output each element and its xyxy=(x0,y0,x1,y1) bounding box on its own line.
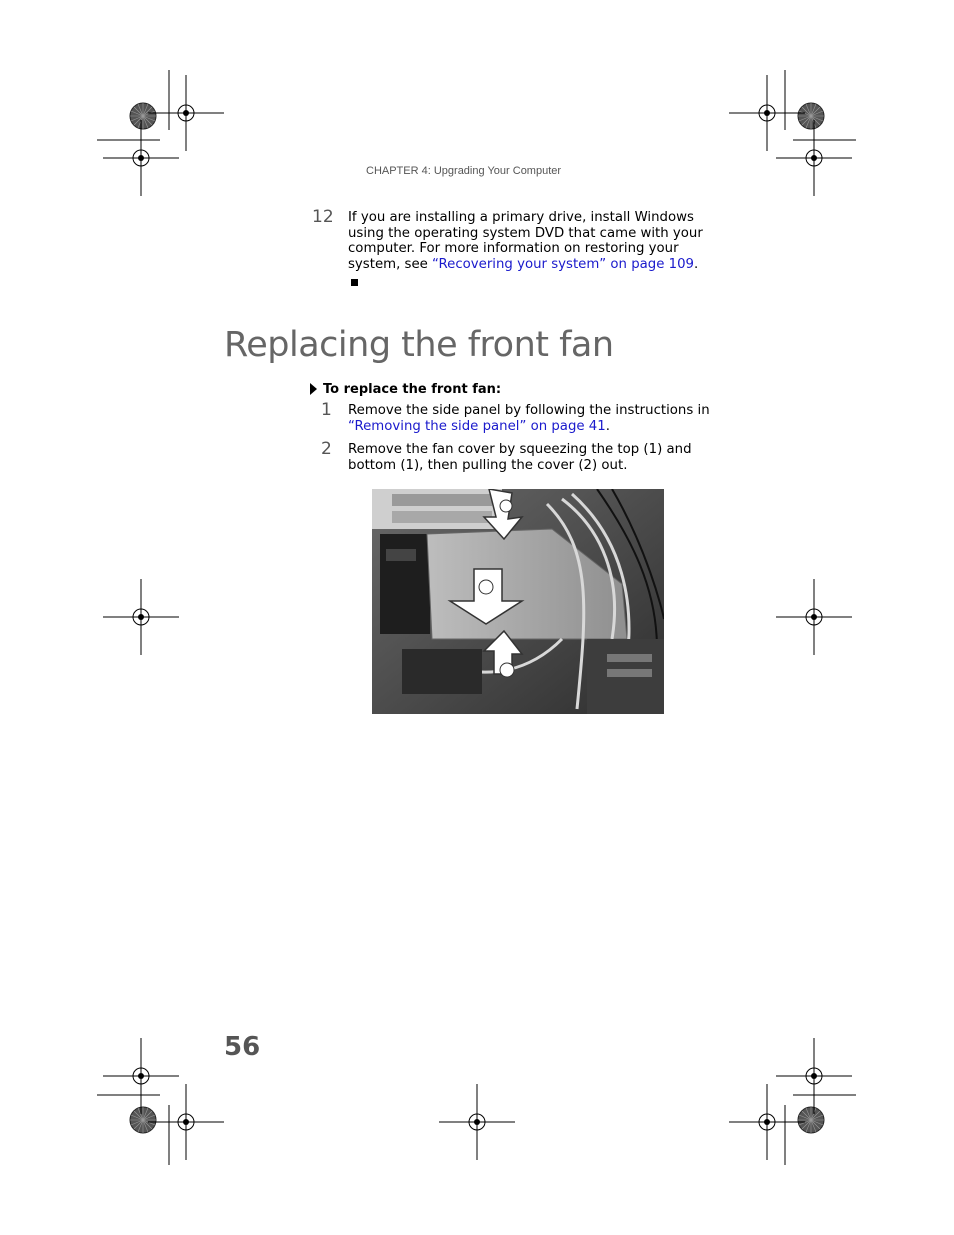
removing-side-panel-link[interactable]: “Removing the side panel” on page 41 xyxy=(348,418,606,434)
step-2-text xyxy=(348,442,718,473)
step-number-12: 12 xyxy=(312,207,334,227)
step-1-line xyxy=(348,419,718,435)
section-title: Replacing the front fan xyxy=(224,325,614,365)
fan-cover-photo xyxy=(372,489,664,714)
recovering-system-link[interactable]: “Recovering your system” on page 109 xyxy=(432,256,695,272)
page-number: 56 xyxy=(224,1032,261,1062)
step-12-line xyxy=(348,257,708,273)
step-12-suffix: . xyxy=(694,256,699,272)
procedure-arrow-icon xyxy=(310,383,317,395)
step-12-line: using the operating system DVD that came with your xyxy=(348,225,703,241)
step-2-line: Remove the fan cover by squeezing the top (1) and xyxy=(348,442,692,457)
step-2-line: bottom (1), then pulling the cover (2) out. xyxy=(348,457,628,473)
step-12-prefix: system, see xyxy=(348,256,433,272)
procedure-title: To replace the front fan: xyxy=(323,382,502,397)
step-1-text xyxy=(348,403,718,434)
chapter-header: CHAPTER 4: Upgrading Your Computer xyxy=(366,165,562,177)
step-12-line: computer. For more information on restoring your xyxy=(348,241,679,257)
step-number-1: 1 xyxy=(321,400,332,420)
step-12-text xyxy=(348,210,708,272)
end-of-section-mark xyxy=(351,279,358,286)
step-number-2: 2 xyxy=(321,439,332,459)
step-1-suffix: . xyxy=(605,418,610,434)
step-1-line: Remove the side panel by following the instructions in xyxy=(348,403,710,418)
step-12-line: If you are installing a primary drive, install Windows xyxy=(348,210,694,225)
